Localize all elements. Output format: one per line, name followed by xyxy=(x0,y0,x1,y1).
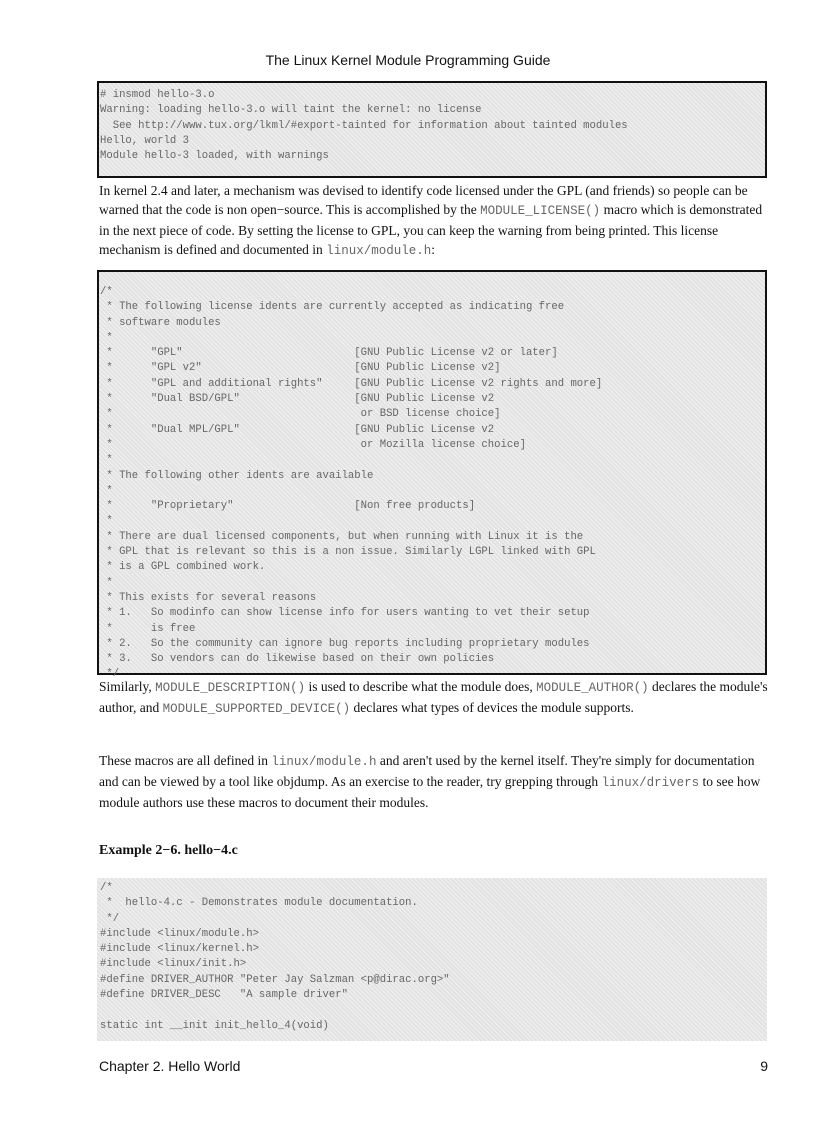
code-text: # insmod hello-3.o Warning: loading hello-3.o will taint the kernel: no license See http://www.tux.org/lkml/#export-tainted for information about tainted modules Hello, world 3 Module hello-3 loaded, with warnings xyxy=(100,89,628,163)
text-span: macro which is demonstrated in the next piece of code. By setting the license to GPL, you can keep the warning from being printed. This license mechanism is defined and documented in xyxy=(99,202,763,257)
code-block-hello-4 xyxy=(97,878,767,1041)
text-span: to see how module authors use these macros to document their modules. xyxy=(99,774,761,810)
code-text: /* * The following license idents are currently accepted as indicating free * software modules * * "GPL" [GNU Public License v2 or later] * "GPL v2" [GNU Public License v2] * "GPL and additional rights" [GNU Public License v2 rights and more] * "Dual BSD/GPL" [GNU Public License v2 * or BSD license choice] * "Dual MPL/GPL" [GNU Public License v2 * or Mozilla license choice] * * The following other idents are available * * "Proprietary" [Non free products] * * There are dual licensed components, but when running with Linux it is the * GPL that is relevant so this is a non issue. Similarly LGPL linked with GPL * is a GPL combined work. * * This exists for several reasons * 1. So modinfo can show license info for users wanting to vet their setup * is free * 2. So the community can ignore bug reports including proprietary modules * 3. So vendors can do likewise based on their own policies */ xyxy=(100,286,603,681)
page-header-title: The Linux Kernel Module Programming Guide xyxy=(265,52,551,68)
code-macro-module-supported-device: MODULE_SUPPORTED_DEVICE() xyxy=(162,702,351,716)
paragraph-gpl-license xyxy=(99,181,771,261)
example-title: Example 2−6. hello−4.c xyxy=(99,843,238,858)
footer-chapter-title: Chapter 2. Hello World xyxy=(99,1058,241,1074)
footer-page-number: 9 xyxy=(760,1058,768,1074)
code-block-license-idents xyxy=(97,270,767,681)
text-span: Similarly, xyxy=(99,679,156,694)
paragraph-macros-documentation xyxy=(99,751,771,812)
text-span: : xyxy=(431,242,435,257)
code-text: /* * hello-4.c - Demonstrates module documentation. */ #include <linux/module.h> #include <linux/kernel.h> #include <linux/init.h> #define DRIVER_AUTHOR "Peter Jay Salzman <p@dirac.org>" #define DRIVER_DESC "A sample driver" static int __init init_hello_4(void) xyxy=(100,882,450,1032)
code-path-linux-drivers: linux/drivers xyxy=(601,776,700,790)
paragraph-module-macros xyxy=(99,677,771,719)
text-span: declares what types of devices the module supports. xyxy=(350,700,634,715)
code-macro-module-description: MODULE_DESCRIPTION() xyxy=(155,681,306,695)
text-span: and aren't used by the kernel itself. They're simply for documentation and can be viewed by a tool like objdump. As an exercise to the reader, try grepping through xyxy=(99,753,755,789)
text-span: declares the module's author, and xyxy=(99,679,768,715)
code-path-module-h: linux/module.h xyxy=(326,244,432,258)
text-span: In kernel 2.4 and later, a mechanism was devised to identify code licensed under the GPL (and friends) so people can be warned that the code is non open−source. This is accomplished by the xyxy=(99,183,748,217)
text-span: These macros are all defined in xyxy=(99,753,272,768)
code-macro-module-license: MODULE_LICENSE() xyxy=(480,204,601,218)
text-span: is used to describe what the module does, xyxy=(305,679,537,694)
code-path-module-h: linux/module.h xyxy=(271,755,377,769)
code-block-insmod-output xyxy=(97,81,767,178)
code-macro-module-author: MODULE_AUTHOR() xyxy=(536,681,649,695)
